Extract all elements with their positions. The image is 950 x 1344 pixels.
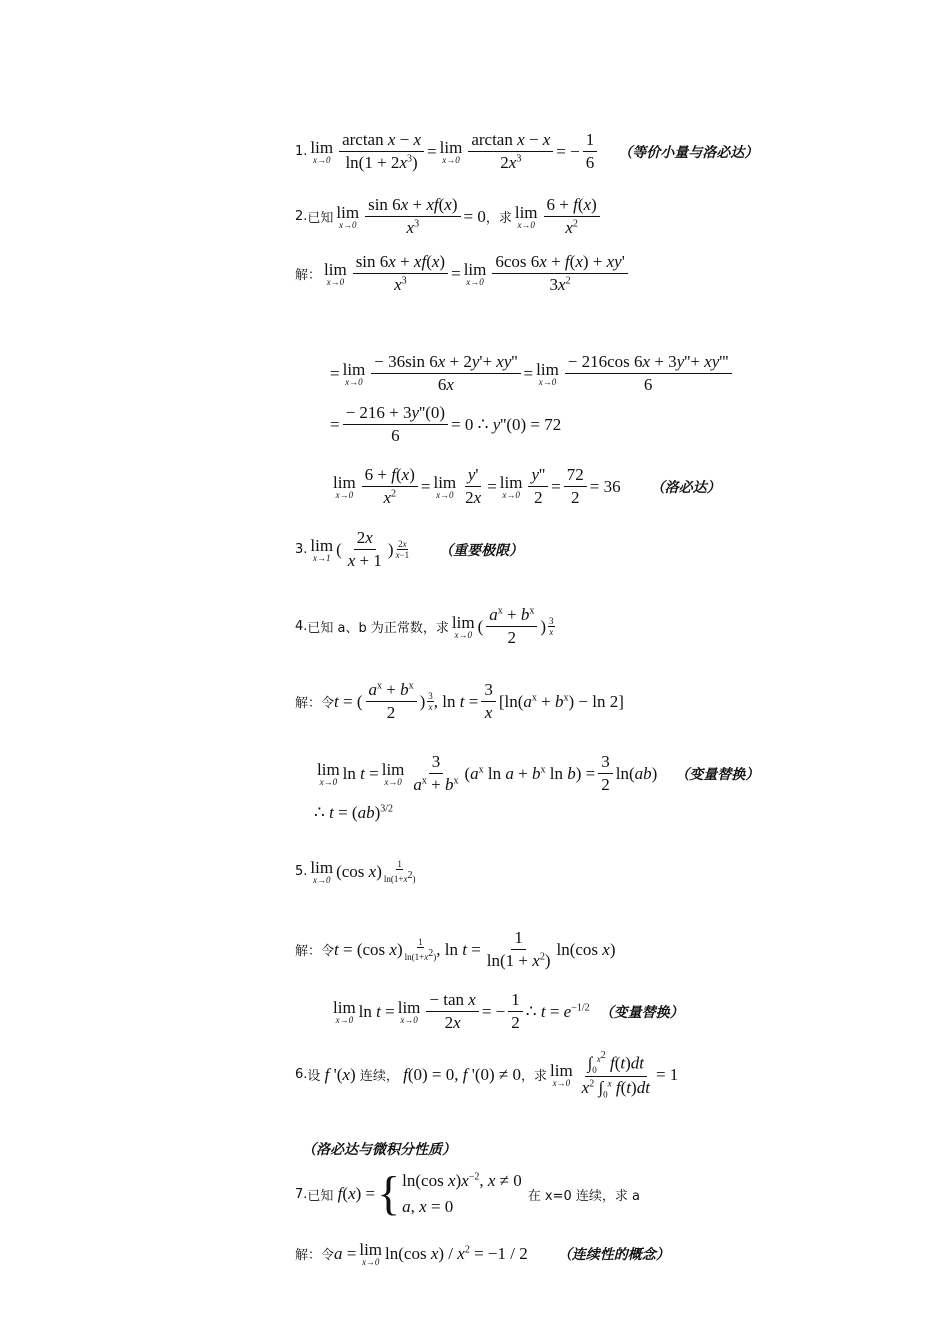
fraction: $\frac{2x}{x + 1}$: [347, 528, 382, 570]
limit-operator: lim x→0: [499, 473, 523, 500]
fraction: $\frac{\text{arctan x − x}}{\ln(1 + 2x^3)}$: [339, 130, 424, 173]
continuity-condition: 在 x=0 连续，求 a: [527, 1188, 640, 1204]
limit-operator: lim x→1: [310, 536, 334, 563]
limit-operator: lim x→0: [550, 1061, 573, 1089]
method-note: （等价小量与洛必达）: [618, 144, 759, 161]
exponent: 1 $\ln(1+x^2)$: [383, 859, 416, 884]
fraction: $\frac{a^x + b^x}{2}$: [486, 605, 537, 648]
fraction: $\frac{\int_0^{x^2} f(t)dt}{x^2 \int_0^x f(t)dt}$: [581, 1050, 650, 1100]
limit-operator: lim x→0: [451, 613, 475, 640]
limit-operator: lim x→0: [310, 138, 334, 165]
given-label: 设: [307, 1069, 321, 1085]
fraction: $\frac{y'}{2x}$: [465, 465, 482, 507]
exponent: 3 x: [428, 691, 433, 712]
problem-3: 3. lim x→1 ( $\frac{2x}{x + 1}$ ) 2x x−1 （重要极限）: [295, 528, 524, 570]
fraction: $\frac{\text{arctan x − x}}{2x^3}$: [468, 130, 553, 173]
problem-5-number: 5.: [295, 864, 308, 879]
continuous-label: 连续，: [359, 1069, 399, 1085]
solution-4-step-1: 解：令 t = ( $\frac{a^x + b^x}{2}$ ) 3 x , ln t = $\frac{3}{x}$ $[\ln(a^x + b^x) - \ln 2]$: [295, 680, 624, 722]
piecewise-cases: ln(cos $x)x^{-2}$, x ≠ 0 a, x = 0: [402, 1171, 522, 1216]
limit-operator: lim x→0: [463, 260, 487, 287]
solution-2-step-4: lim x→0 $\frac{6 + f(x)}{x^2}$ = lim x→0 $\frac{y'}{2x}$ = lim x→0 $\frac{y''}{2}$ = $\frac{72}{2}$ = 36 （洛必达）: [333, 465, 721, 507]
exponent: 2x x−1: [395, 539, 410, 560]
limit-operator: lim x→0: [324, 260, 347, 287]
limit-operator: lim x→0: [333, 998, 356, 1025]
given-label: 已知: [307, 1188, 334, 1204]
fraction: $\frac{- 36\sin 6x + 2y'+ xy''}{6x}$: [371, 352, 520, 395]
problem-2: 2. 已知 lim x→0 $\frac{\sin 6x + xf(x)}{x^3}$ = 0 ，求 lim x→0 $\frac{6 + f(x)}{x^2}$: [295, 195, 603, 238]
solution-4-step-3: ∴ t = (ab)$^{3/2}$: [314, 803, 394, 822]
method-note: （重要极限）: [439, 542, 524, 559]
limit-operator: lim x→0: [433, 473, 457, 500]
problem-1: 1. lim x→0 $\frac{\text{arctan x − x}}{\ln(1 + 2x^3)}$ = lim x→0 $\frac{\text{arctan x − x}}{2x^3}$ = − $\frac{1}{6}$ （等价小量与洛必达）: [295, 130, 759, 172]
problem-6-number: 6.: [295, 1067, 308, 1083]
solution-2-step-2: = lim x→0 $\frac{- 36\sin 6x + 2y'+ xy''}{6x}$ = lim x→0 $\frac{- 216\cos 6x + 3y''+ xy'''}{6}$: [330, 352, 735, 395]
method-note: （连续性的概念）: [557, 1246, 670, 1263]
problem-7-number: 7.: [295, 1186, 308, 1202]
fraction: $\frac{1}{\ln(1 + x^2)}$: [486, 928, 551, 970]
limit-operator: lim x→0: [381, 760, 405, 787]
fraction: $\frac{\sin 6x + xf(x)}{x^3}$: [353, 252, 448, 295]
limit-operator: lim x→0: [439, 138, 463, 165]
problem-7: 7. 已知 f(x) = { ln(cos $x)x^{-2}$, x ≠ 0 a, x = 0 在 x=0 连续，求 a: [295, 1167, 640, 1220]
limit-operator: lim x→0: [310, 858, 334, 885]
method-note: （变量替换）: [675, 766, 760, 783]
fraction: $\frac{3}{x}$: [481, 680, 496, 723]
problem-5: 5. lim x→0 (cos x) 1 $\ln(1+x^2)$: [295, 858, 416, 885]
solution-label: 解：令: [295, 1248, 335, 1263]
limit-operator: lim x→0: [336, 203, 360, 230]
fraction: $\frac{6 + f(x)}{x^2}$: [544, 195, 600, 238]
method-note: （变量替换）: [599, 1004, 684, 1021]
limit-operator: lim x→0: [397, 998, 421, 1025]
fraction: $\frac{\sin 6x + xf(x)}{x^3}$: [365, 195, 460, 238]
solution-2-step-1: 解： lim x→0 $\frac{\sin 6x + xf(x)}{x^3}$ = lim x→0 $\frac{6\cos 6x + f(x) + xy'}{3x^2}$: [295, 252, 631, 295]
case-brace: {: [377, 1167, 401, 1220]
given-label: 已知 a、b 为正常数，求: [307, 621, 449, 636]
solution-5-step-1: 解：令 t = (cos x) 1 $\ln(1+x^2)$ , ln t = $\frac{1}{\ln(1 + x^2)}$ ln(cos x): [295, 928, 616, 970]
solution-7: 解：令 a = lim x→0 ln(cos $x) / x^2 = -1 / 2$ （连续性的概念）: [295, 1240, 670, 1267]
problem-3-number: 3.: [295, 542, 308, 557]
fraction: $\frac{3}{a^x + b^x}$: [413, 752, 459, 794]
fraction: $\frac{\text{− tan x}}{2x}$: [426, 990, 478, 1033]
solution-label: 解：: [295, 268, 322, 283]
limit-operator: lim x→0: [514, 203, 538, 230]
solution-4-step-2: lim x→0 ln t = lim x→0 $\frac{3}{a^x + b^x}$ ($a^x$ $\ln a + b^x$ ln b) = $\frac{3}{2}$ ln(ab) （变量替换）: [317, 752, 760, 794]
fraction: $\frac{a^x + b^x}{2}$: [366, 680, 417, 723]
problem-1-number: 1.: [295, 144, 308, 159]
limit-operator: lim x→0: [536, 360, 559, 387]
fraction: $\frac{6 + f(x)}{x^2}$: [362, 465, 418, 508]
fraction: $\frac{y''}{2}$: [528, 465, 548, 508]
problem-6-note-line: [284, 1139, 456, 1159]
problem-6: 6. 设 f '(x) 连续， f(0) = 0, f '(0) ≠ 0 ，求 lim x→0 $\frac{\int_0^{x^2} f(t)dt}{x^2 \int_0^x f(t)dt}$ = 1: [295, 1050, 679, 1100]
problem-4: 4. 已知 a、b 为正常数，求 lim x→0 ( $\frac{a^x + b^x}{2}$ ) 3 x: [295, 605, 554, 647]
method-note: （洛必达）: [650, 479, 721, 496]
fraction: $\frac{- 216\cos 6x + 3y''+ xy'''}{6}$: [565, 352, 732, 395]
method-note: （洛必达与微积分性质）: [302, 1142, 456, 1158]
solution-label: 解：令: [295, 944, 335, 959]
fraction: $\frac{1}{6}$: [583, 130, 598, 173]
fraction: $\frac{1}{2}$: [508, 990, 523, 1033]
solution-2-step-3: = $\frac{- 216 + 3y''(0)}{6}$ = 0 ∴ y''(0) = 72: [330, 403, 562, 445]
limit-operator: lim x→0: [342, 360, 366, 387]
fraction: $\frac{6\cos 6x + f(x) + xy'}{3x^2}$: [492, 252, 627, 295]
given-label: 已知: [307, 211, 334, 226]
limit-operator: lim x→0: [359, 1240, 383, 1267]
solution-label: 解：令: [295, 696, 335, 711]
limit-operator: lim x→0: [317, 760, 340, 787]
fraction: $\frac{3}{2}$: [598, 752, 613, 795]
problem-4-number: 4.: [295, 619, 308, 634]
fraction: $\frac{72}{2}$: [564, 465, 587, 508]
solution-5-step-2: lim x→0 ln t = lim x→0 $\frac{\text{− tan x}}{2x}$ = − $\frac{1}{2}$ ∴ $t = e^{-1/2}$ （变量替换）: [333, 990, 684, 1032]
fraction: $\frac{- 216 + 3y''(0)}{6}$: [343, 403, 448, 446]
exponent: 3 x: [549, 616, 554, 637]
exponent: 1 $\ln(1+x^2)$: [404, 937, 437, 962]
problem-2-number: 2.: [295, 209, 308, 224]
ask-label: ，求: [520, 1069, 547, 1085]
limit-operator: lim x→0: [333, 473, 356, 500]
ask-label: ，求: [485, 211, 512, 226]
